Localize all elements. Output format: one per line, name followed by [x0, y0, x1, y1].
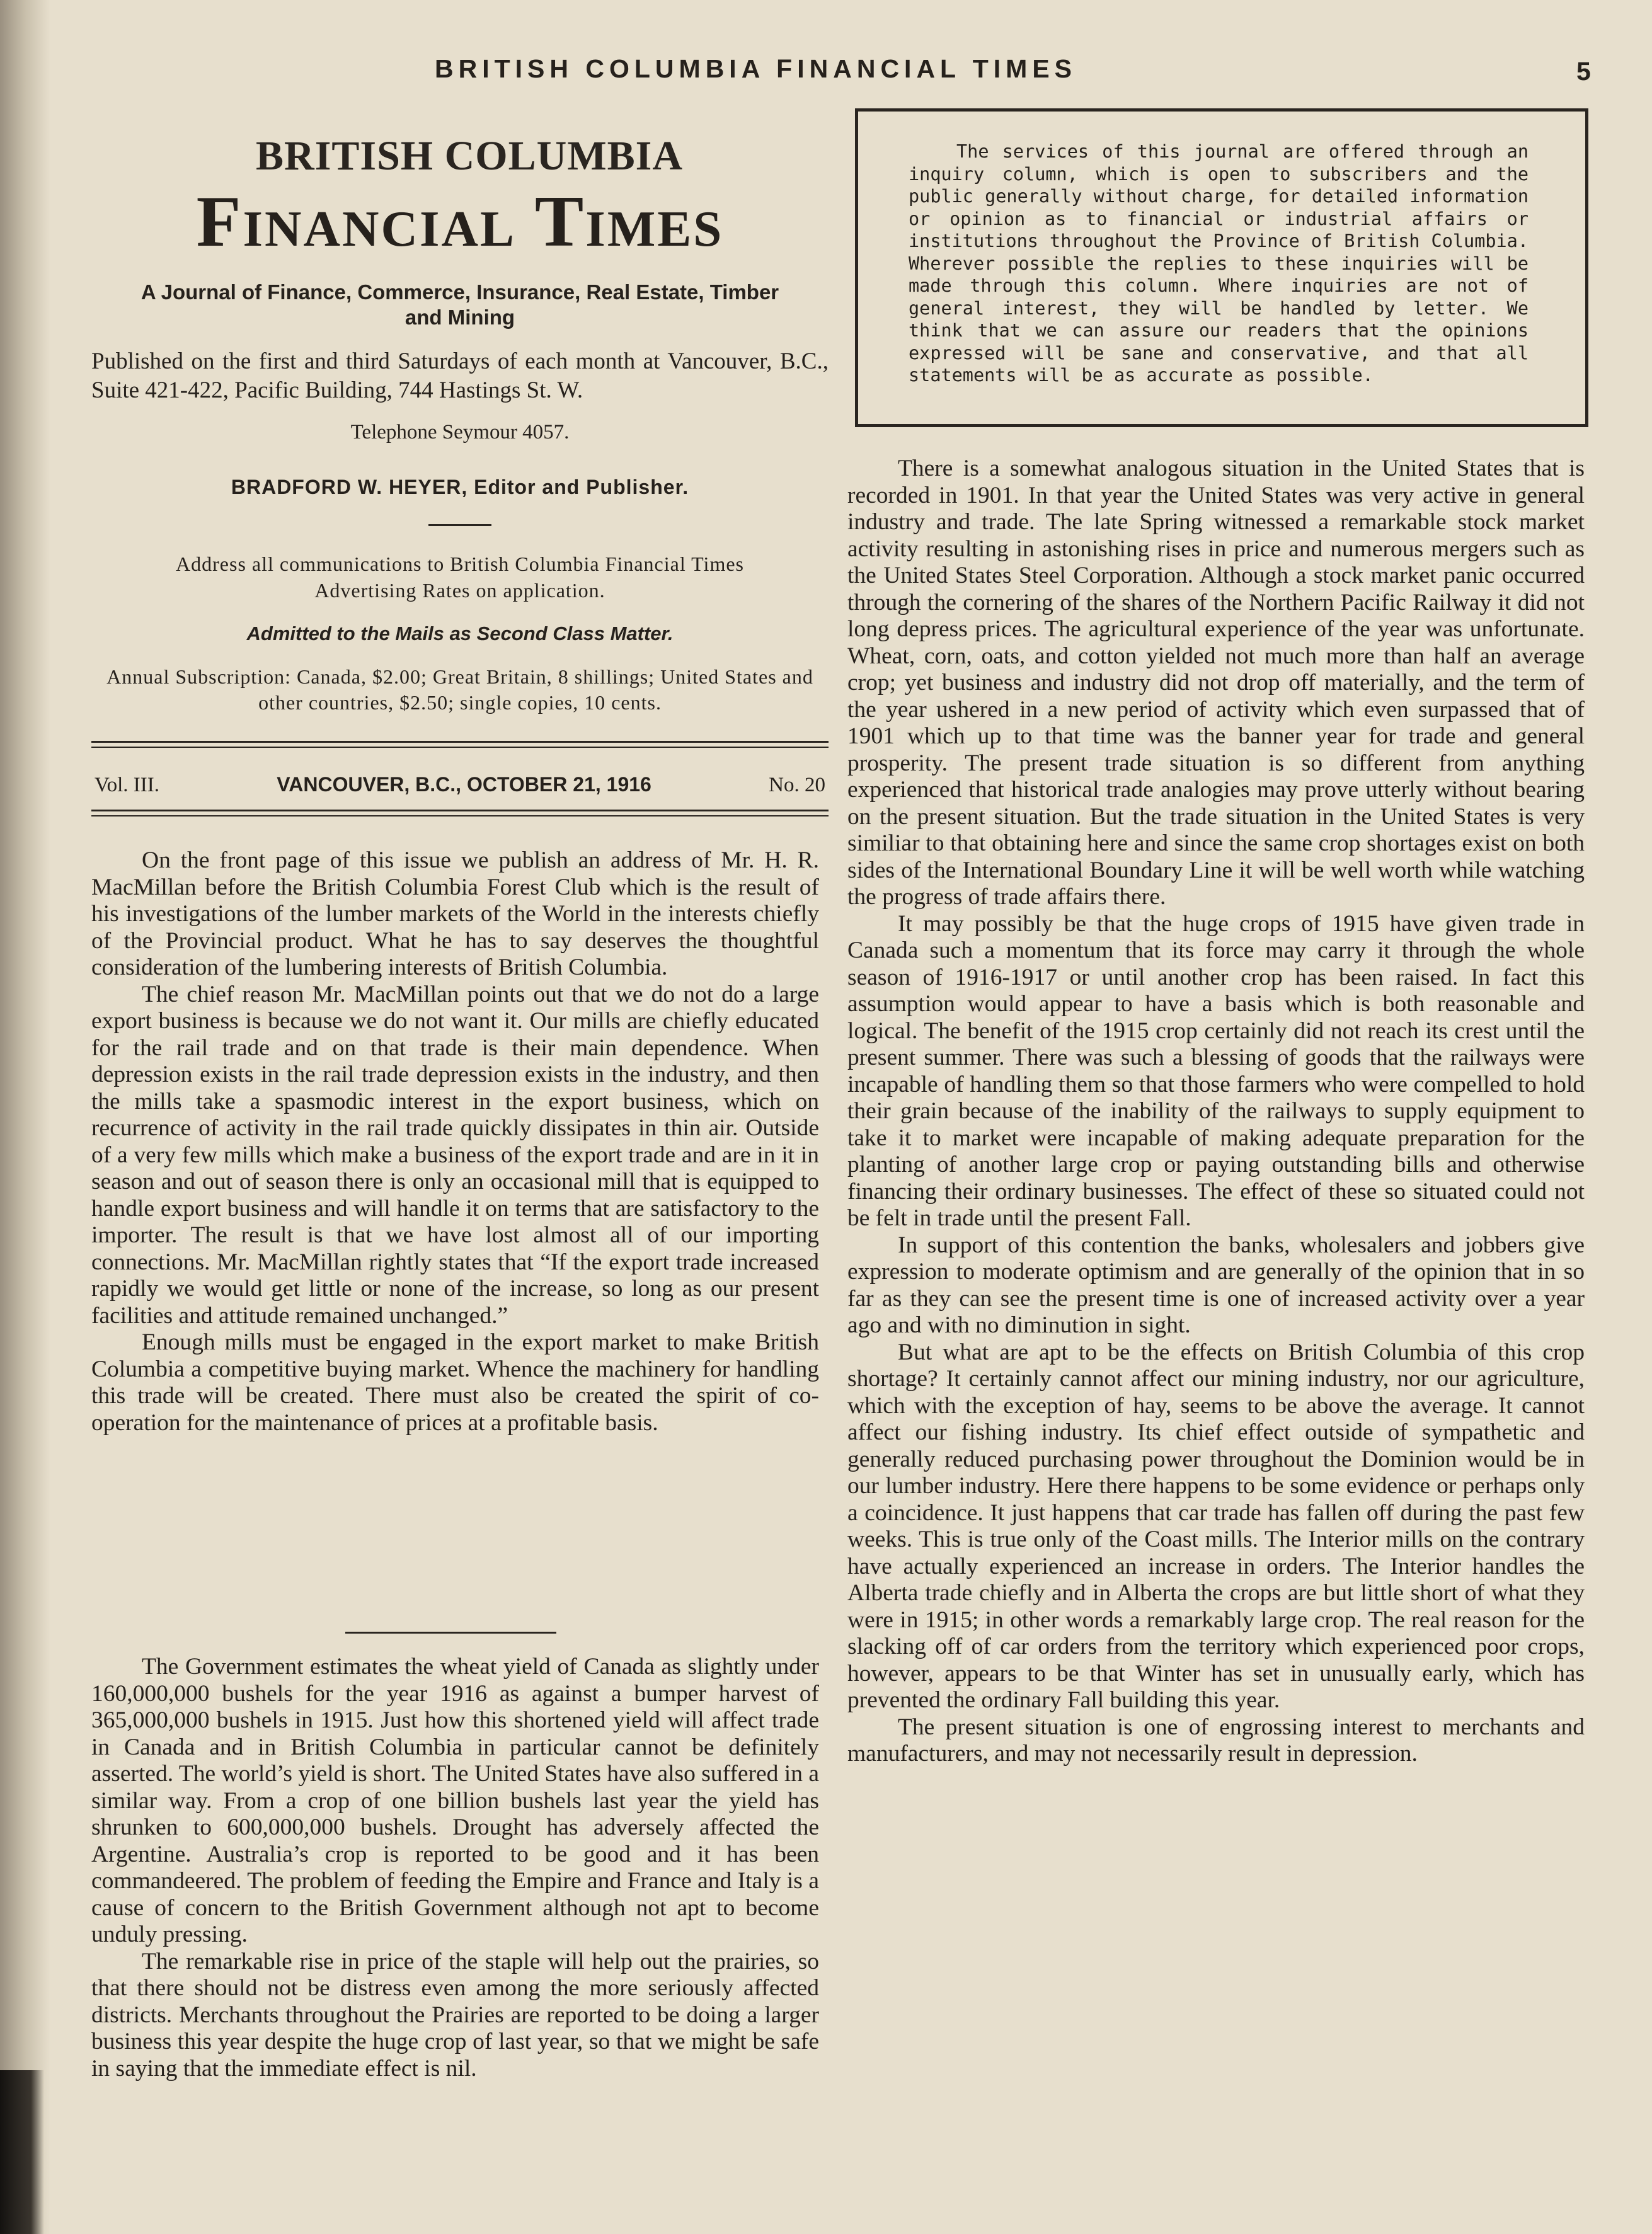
paragraph: The present situation is one of engrossing interest to merchants and manufacturers, and may not necessarily result in depression. — [847, 1714, 1585, 1767]
issue-number: No. 20 — [769, 774, 825, 797]
telephone: Telephone Seymour 4057. — [350, 421, 570, 444]
page-corner-shadow — [0, 2070, 44, 2234]
editor-line: BRADFORD W. HEYER, Editor and Publisher. — [231, 476, 689, 499]
volume: Vol. III. — [95, 774, 159, 797]
running-head: BRITISH COLUMBIA FINANCIAL TIMES — [435, 54, 1077, 83]
paragraph: On the front page of this issue we publish an address of Mr. H. R. MacMillan before the British Columbia Forest Club which is the result of his investigations of the lumber markets of the World in the interests chiefly of the Provincial product. What he has to say deserves the thoughtful consideration of the lumbering interests of British Columbia. — [91, 847, 819, 980]
date-place: VANCOUVER, B.C., OCTOBER 21, 1916 — [277, 773, 651, 796]
paragraph: The chief reason Mr. MacMillan points out that we do not do a large export business is because we do not want it. Our mills are chiefly educated for the rail trade and on that trade is their main dependence. When depression exists in the rail trade depression exists in the industry, and then the mills take a spasmodic interest in the export business, which on recurrence of activity in the rail trade quickly dissipates in thin air. Outside of a very few mills which make a business of the export trade and are in it in season and out of season there is only an occasional mill that is equipped to handle export business and will handle it on terms that are satisfactory to the importer. The result is that we have lost almost all of our importing connections. Mr. MacMillan rightly states that “If the export trade increased rapidly we would get little or none of the increase, so long as our present facilities and attitude remained unchanged.” — [91, 981, 819, 1329]
inquiry-notice-box — [855, 108, 1588, 427]
masthead-title-line1: BRITISH COLUMBIA — [256, 133, 683, 179]
masthead-subtitle: A Journal of Finance, Commerce, Insurance, Real Estate, Timber and Mining — [141, 280, 779, 329]
advertising-line: Advertising Rates on application. — [314, 578, 605, 602]
publication-info: Published on the first and third Saturdays of each month at Vancouver, B.C., Suite 421-422, Pacific Building, 744 Hastings St. W. — [91, 348, 829, 403]
double-rule — [91, 810, 829, 816]
short-rule — [428, 524, 491, 526]
masthead — [91, 132, 829, 816]
paragraph: Enough mills must be engaged in the export market to make British Columbia a competitive buying market. Whence the machinery for handling this trade will be created. There must also be created the spirit of co-operation for the maintenance of prices at a profitable basis. — [91, 1329, 819, 1436]
paragraph: There is a somewhat analogous situation in the United States that is recorded in 1901. In that year the United States was very active in general industry and trade. The late Spring witnessed a remarkable stock market activity resulting in astonishing rises in price and numerous mergers such as the United States Steel Corporation. Although a stock market panic occurred through the cornering of the shares of the Northern Pacific Railway it did not long depress prices. The agricultural experience of the year was unfortunate. Wheat, corn, oats, and cotton yielded not much more than half an average crop; yet business and industry did not drop off materially, and the term of the year ushered in a new period of activity which even surpassed that of 1901 which up to that time was the banner year for trade and general prosperity. The present trade situation is so different from anything experienced that historical trade analogies may prove utterly without bearing on the present situation. But the trade situation in the United States is very similiar to that obtaining here and since the same crop shortages exist on both sides of the International Boundary Line it will be well worth while watching the progress of trade affairs there. — [847, 455, 1585, 910]
editorial-lumber — [91, 847, 819, 1436]
paragraph: In support of this contention the banks, wholesalers and jobbers give expression to moderate optimism and are generally of the opinion that in so far as they can see the present time is one of increased activity over a year ago and with no diminution in sight. — [847, 1232, 1585, 1338]
editorial-trade-situation — [847, 455, 1585, 1768]
dateline — [91, 773, 829, 797]
double-rule — [91, 741, 829, 748]
mail-admission-note: Admitted to the Mails as Second Class Matter. — [246, 622, 674, 645]
editorial-wheat — [91, 1654, 819, 2082]
address-block — [91, 551, 829, 604]
page-number: 5 — [1576, 57, 1591, 86]
section-separator — [345, 1632, 556, 1634]
paragraph: But what are apt to be the effects on British Columbia of this crop shortage? It certainly cannot affect our mining industry, nor our agriculture, which with the exception of hay, seems to be above the average. It cannot affect our fishing industry. Its chief effect outside of sympathetic and generally reduced purchasing power throughout the Dominion would be in our lumber industry. Here there happens to be some evidence or perhaps only a coincidence. It just happens that car trade has fallen off during the past few weeks. This is true only of the Coast mills. The Interior mills on the contrary have actually experienced an increase in orders. The Interior handles the Alberta trade chiefly and in Alberta the crops are but little short of what they were in 1915; in other words a remarkably large crop. The real reason for the slacking off of car orders from the territory which experienced poor crops, however, appears to be that Winter has set in unusually early, which has prevented the ordinary Fall building this year. — [847, 1339, 1585, 1713]
binding-shadow — [0, 0, 50, 2234]
address-line: Address all communications to British Columbia Financial Times — [176, 553, 744, 576]
paragraph: It may possibly be that the huge crops of 1915 have given trade in Canada such a momentum that its force may carry it through the whole season of 1916-1917 or until another crop has been raised. In fact this assumption would appear to have a basis which is both reasonable and logical. The benefit of the 1915 crop certainly did not reach its crest until the present summer. There was such a blessing of goods that the railways were incapable of handling them so that those farmers who were compelled to hold their grain because of the inability of the railways to supply equipment to take it to market were incapable of making adequate preparation for the planting of another large crop or paying outstanding bills and otherwise financing their ordinary businesses. The effect of these so situated could not be felt in trade until the present Fall. — [847, 910, 1585, 1231]
subscription-rates: Annual Subscription: Canada, $2.00; Great Britain, 8 shillings; United States and other countries, $2.50; single copies, 10 cents. — [106, 665, 813, 714]
paragraph: The remarkable rise in price of the staple will help out the prairies, so that there should not be distress even among the more seriously affected districts. Merchants throughout the Prairies are reported to be doing a larger business this year despite the huge crop of last year, so that we might be safe in saying that the immediate effect is nil. — [91, 1948, 819, 2082]
masthead-title-line2: Financial Times — [196, 181, 724, 262]
paragraph: The Government estimates the wheat yield of Canada as slightly under 160,000,000 bushels for the year 1916 as against a bumper harvest of 365,000,000 bushels in 1915. Just how this shortened yield will affect trade in Canada and in British Columbia in particular cannot be definitely asserted. The world’s yield is short. The United States have also suffered in a similar way. From a crop of one billion bushels last year the yield has shrunken to 600,000,000 bushels. Drought has adversely affected the Argentine. Australia’s crop is reported to be good and it has been commandeered. The problem of feeding the Empire and France and Italy is a cause of concern to the British Government although not apt to become unduly pressing. — [91, 1654, 819, 1947]
inquiry-notice-text: The services of this journal are offered through an inquiry column, which is open to subscribers and the public generally without charge, for detailed information or opinion as to financial or industrial affairs or institutions throughout the Province of British Columbia. Wherever possible the replies to these inquiries will be made through this column. Where inquiries are not of general interest, they will be handled by letter. We think that we can assure our readers that the opinions expressed will be sane and conservative, and that all statements will be as accurate as possible. — [909, 141, 1529, 386]
